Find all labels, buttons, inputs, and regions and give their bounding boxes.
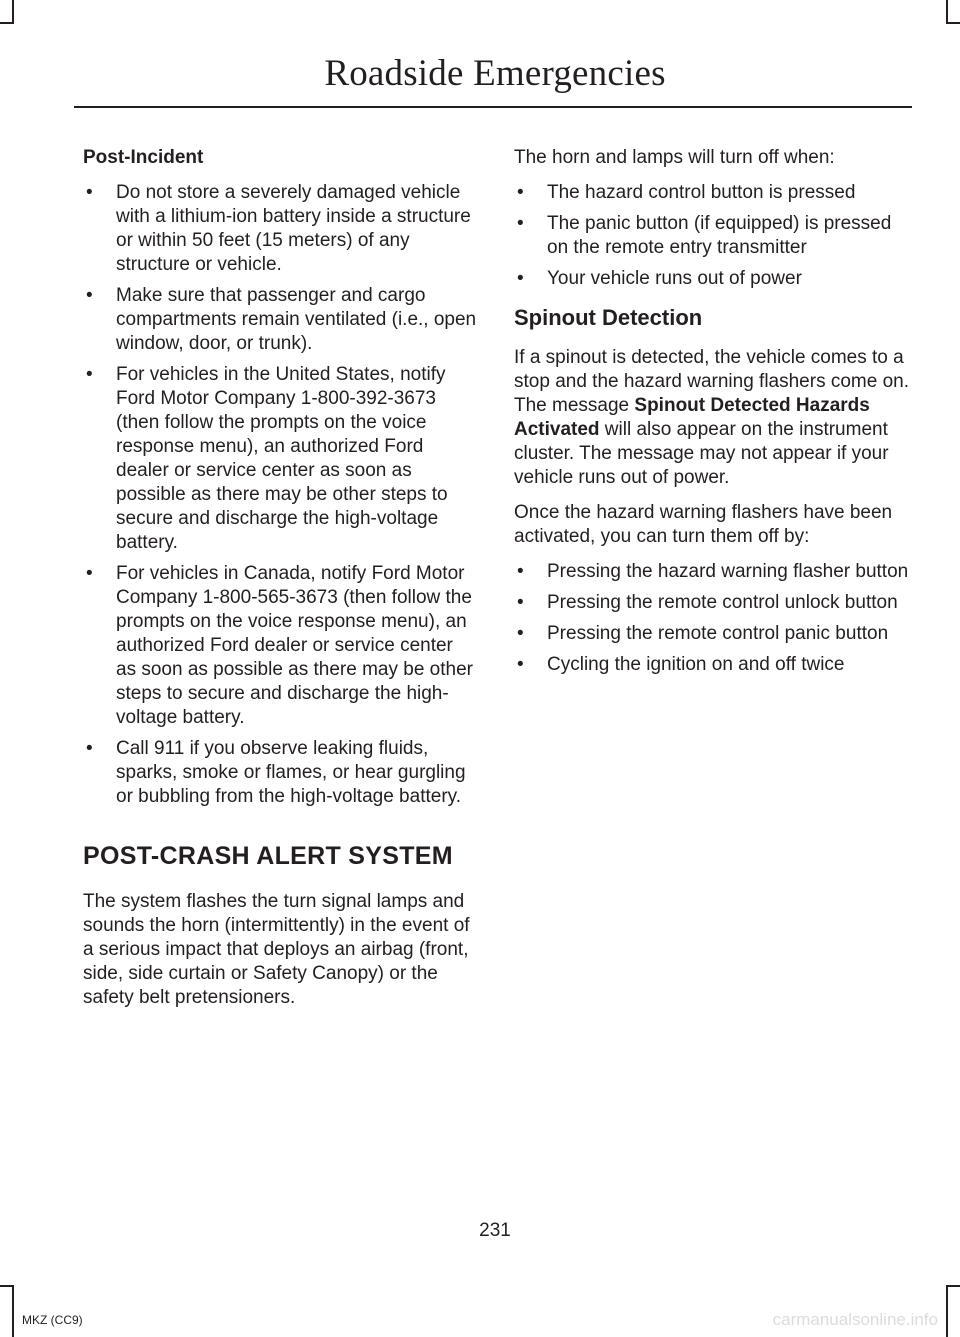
page-title: Roadside Emergencies bbox=[324, 53, 666, 94]
spinout-text-start: If a spinout is detected, the vehicle comes to a stop and the hazard warning flashers come on. The message bbox=[514, 347, 910, 416]
bullet-icon: • bbox=[517, 623, 524, 644]
bullet-icon: • bbox=[517, 592, 524, 613]
horn-list bbox=[514, 181, 912, 291]
spinout-paragraph bbox=[514, 346, 912, 490]
bullet-icon: • bbox=[86, 738, 93, 759]
list-item bbox=[514, 622, 912, 646]
bullet-icon: • bbox=[517, 561, 524, 582]
list-item bbox=[83, 284, 478, 356]
list-item bbox=[514, 560, 912, 584]
spinout-message: Spinout Detected Hazards Activated bbox=[514, 395, 870, 440]
page-number: 231 bbox=[479, 1220, 511, 1241]
list-item-text: Pressing the remote control panic button bbox=[547, 623, 889, 644]
spinout-heading: Spinout Detection bbox=[514, 305, 703, 330]
list-item-text: Do not store a severely damaged vehicle with a lithium-ion battery inside a structure or within 50 feet (15 meters) of any structure or vehicle. bbox=[116, 182, 471, 275]
left-column bbox=[83, 146, 478, 1021]
header-divider bbox=[74, 106, 912, 108]
bullet-icon: • bbox=[517, 268, 524, 289]
list-item bbox=[514, 591, 912, 615]
crop-mark-top-left-h bbox=[0, 22, 14, 24]
list-item-text: Pressing the remote control unlock button bbox=[547, 592, 898, 613]
post-incident-heading: Post-Incident bbox=[83, 147, 204, 168]
horn-intro: The horn and lamps will turn off when: bbox=[514, 147, 835, 168]
crop-mark-top-right-v bbox=[946, 0, 948, 22]
section-paragraph: The system flashes the turn signal lamps and sounds the horn (intermittently) in the event of a serious impact that deploys an airbag (front, side, side curtain or Safety Canopy) or the safety belt pretensioners. bbox=[83, 891, 470, 1008]
list-item bbox=[514, 653, 912, 677]
list-item-text: Your vehicle runs out of power bbox=[547, 268, 802, 289]
footer-model: MKZ (CC9) bbox=[22, 1313, 83, 1327]
list-item bbox=[514, 181, 912, 205]
bullet-icon: • bbox=[517, 182, 524, 203]
list-item-text: Cycling the ignition on and off twice bbox=[547, 654, 845, 675]
bullet-icon: • bbox=[86, 364, 93, 385]
list-item bbox=[514, 212, 912, 260]
right-column bbox=[514, 146, 912, 688]
list-item-text: For vehicles in the United States, notify Ford Motor Company 1-800-392-3673 (then follow the prompts on the voice response menu), an authorized Ford dealer or service center as soon as possible as there may be other steps to secure and discharge the high-voltage battery. bbox=[116, 364, 448, 553]
list-item-text: For vehicles in Canada, notify Ford Motor Company 1-800-565-3673 (then follow the prompts on the voice response menu), an authorized Ford dealer or service center as soon as possible as there may be other steps to secure and discharge the high-voltage battery. bbox=[116, 563, 473, 728]
bullet-icon: • bbox=[86, 182, 93, 203]
flashers-list bbox=[514, 560, 912, 677]
flashers-intro: Once the hazard warning flashers have been activated, you can turn them off by: bbox=[514, 502, 893, 547]
post-incident-list bbox=[83, 181, 478, 809]
watermark: carmanualsonline.info bbox=[772, 1310, 938, 1329]
bullet-icon: • bbox=[86, 285, 93, 306]
list-item bbox=[83, 562, 478, 730]
list-item-text: Pressing the hazard warning flasher button bbox=[547, 561, 909, 582]
list-item-text: The panic button (if equipped) is pressed on the remote entry transmitter bbox=[547, 213, 892, 258]
section-title: POST-CRASH ALERT SYSTEM bbox=[83, 842, 453, 870]
bullet-icon: • bbox=[86, 563, 93, 584]
crop-mark-bottom-right-h bbox=[946, 1285, 960, 1287]
list-item bbox=[83, 363, 478, 555]
list-item bbox=[83, 737, 478, 809]
crop-mark-bottom-left-h bbox=[0, 1285, 14, 1287]
crop-mark-top-left-v bbox=[12, 0, 14, 22]
bullet-icon: • bbox=[517, 213, 524, 234]
list-item-text: The hazard control button is pressed bbox=[547, 182, 856, 203]
list-item bbox=[83, 181, 478, 277]
crop-mark-top-right-h bbox=[946, 22, 960, 24]
list-item-text: Call 911 if you observe leaking fluids, sparks, smoke or flames, or hear gurgling or bubbling from the high-voltage battery. bbox=[116, 738, 466, 807]
bullet-icon: • bbox=[517, 654, 524, 675]
spinout-text-end: will also appear on the instrument cluster. The message may not appear if your vehicle runs out of power. bbox=[514, 419, 889, 488]
list-item bbox=[514, 267, 912, 291]
list-item-text: Make sure that passenger and cargo compartments remain ventilated (i.e., open window, door, or trunk). bbox=[116, 285, 477, 354]
crop-mark-bottom-right-v bbox=[946, 1285, 948, 1337]
crop-mark-bottom-left-v bbox=[12, 1285, 14, 1337]
